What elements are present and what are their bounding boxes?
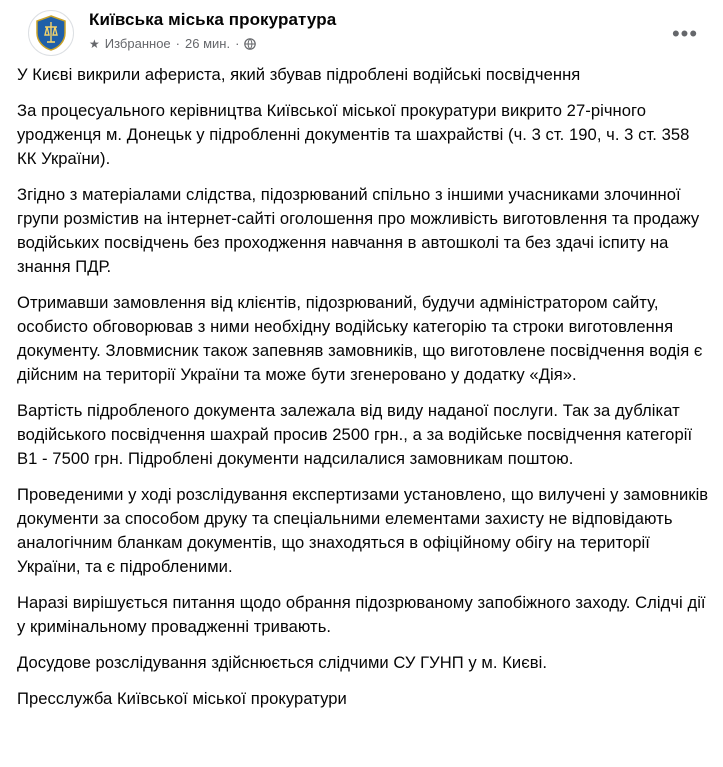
globe-icon[interactable] — [244, 38, 256, 50]
prosecutor-emblem-icon — [35, 15, 67, 51]
post-paragraph: Наразі вирішується питання щодо обрання підозрюваному запобіжного заходу. Слідчі дії у кримінальному провадженні тривають. — [17, 593, 706, 636]
post-paragraph-signature: Пресслужба Київської міської прокуратури — [17, 689, 347, 708]
meta-separator-2: · — [235, 36, 240, 51]
post-paragraph: Вартість підробленого документа залежала від виду наданої послуги. Так за дублікат водійського посвідчення шахрай просив 2500 грн., а за водійське посвідчення категорії В1 - 7500 грн. Підроблені документи надсилалися замовникам поштою. — [17, 401, 693, 468]
post-paragraph: Досудове розслідування здійснюється слідчими СУ ГУНП у м. Києві. — [17, 653, 548, 672]
post-paragraph: За процесуального керівництва Київської міської прокуратури викрито 27-річного уродженця м. Донецьк у підробленні документів та шахрайстві (ч. 3 ст. 190, ч. 3 ст. 358 КК України). — [17, 101, 690, 168]
audience-label[interactable]: Избранное — [104, 36, 171, 51]
post-paragraph-headline: У Києві викрили афериста, який збував підроблені водійські посвідчення — [17, 65, 581, 84]
page-name-link[interactable]: Київська міська прокуратура — [89, 10, 337, 29]
post-paragraph: Згідно з матеріалами слідства, підозрюваний спільно з іншими учасниками злочинної групи розмістив на інтернет-сайті оголошення про можливість виготовлення та продажу водійських посвідчень без проходження навчання в автошколі та без здачі іспиту на знання ПДР. — [17, 185, 700, 276]
meta-separator: · — [175, 36, 180, 51]
post-paragraph: Отримавши замовлення від клієнтів, підозрюваний, будучи адміністратором сайту, особисто обговорював з ними необхідну водійську категорію та строки виготовлення документу. Зловмисник також запевняв замовників, що виготовлене посвідчення водія є дійсним на території України та може бути згенеровано у додатку «Дія». — [17, 293, 703, 384]
post-body — [17, 63, 709, 723]
page-avatar[interactable] — [28, 10, 74, 56]
more-options-button[interactable] — [667, 16, 703, 52]
post-time-link[interactable]: 26 мин. — [185, 36, 231, 51]
post-meta — [89, 36, 256, 51]
star-icon: ★ — [89, 36, 100, 51]
post-paragraph: Проведеними у ході розслідування експертизами установлено, що вилучені у замовників документи за способом друку та спеціальними елементами захисту не відповідають аналогічним бланкам документів, що знаходяться в офіційному обігу на території України, та є підробленими. — [17, 485, 709, 576]
more-horizontal-icon: ••• — [671, 21, 699, 46]
post-header — [15, 0, 709, 64]
